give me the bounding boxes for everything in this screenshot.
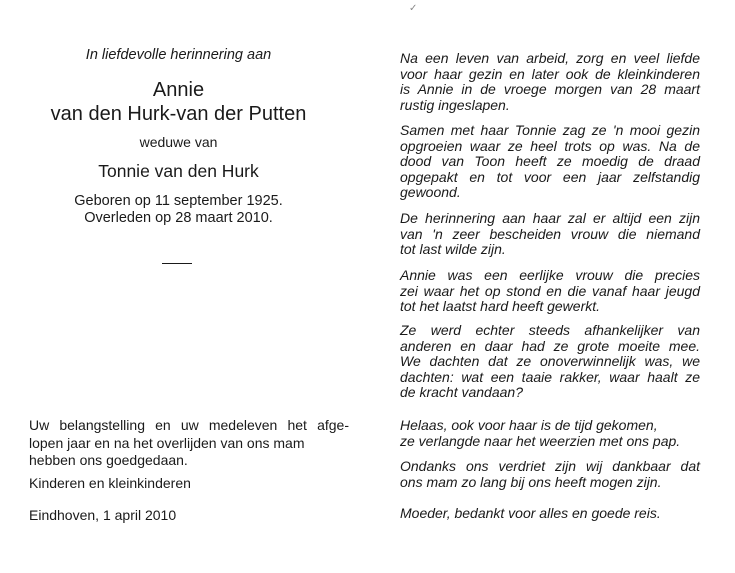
poem-line: tot last wilde zijn.: [400, 241, 506, 258]
widow-of-label: weduwe van: [139, 134, 218, 150]
thanks-line: lopen jaar en na het overlijden van ons mam: [29, 434, 305, 451]
left-panel: [0, 0, 360, 573]
poem-line: Annie was een eerlijke vrouw die precies: [400, 267, 700, 283]
place-date: Eindhoven, 1 april 2010: [29, 507, 177, 523]
poem-line: dachten: wat een taaie rakker, waar haalt ze: [400, 368, 700, 385]
poem-line: De herinnering aan haar zal er altijd een zijn: [400, 210, 700, 226]
poem-line: voor haar gezin en later ook de kleinkinderen: [400, 65, 700, 82]
thanks-line: Uw belangstelling en uw medeleven het afge-: [29, 417, 349, 433]
poem-line: dood van Toon heeft ze moedig de draad: [400, 153, 700, 170]
poem-line: Ondanks ons verdriet zijn wij dankbaar dat: [400, 458, 700, 474]
first-name: Annie: [152, 79, 205, 101]
poem-paragraph: [400, 123, 700, 201]
poem-line: Helaas, ook voor haar is de tijd gekomen,: [400, 417, 658, 433]
poem-line: Moeder, bedankt voor alles en goede reis.: [400, 505, 661, 521]
poem-line: gewoond.: [400, 184, 461, 201]
poem-line: de kracht vandaan?: [400, 384, 523, 401]
poem-line: ons mam zo lang bij ons heeft mogen zijn.: [400, 473, 662, 490]
divider-line: [162, 263, 192, 264]
right-panel: [400, 0, 700, 573]
intro-line: In liefdevolle herinnering aan: [85, 47, 272, 63]
poem-line: ze verlangde naar het weerzien met ons pap.: [400, 432, 681, 449]
poem-line: tot het laatst hard heeft gewerkt.: [400, 298, 601, 315]
poem-paragraph: [400, 418, 700, 449]
spouse-name: Tonnie van den Hurk: [98, 161, 259, 181]
poem-paragraph: [400, 323, 700, 401]
poem-paragraph: [400, 51, 700, 113]
poem-line: zei waar het op stond en die vanaf haar jeugd: [400, 282, 700, 299]
thanks-message: [29, 417, 349, 470]
poem-line: Na een leven van arbeid, zorg en veel liefde: [400, 50, 700, 66]
poem-line: is Annie in de vroege morgen van 28 maart: [400, 81, 700, 98]
poem-line: van 'n zeer bescheiden vrouw die niemand: [400, 225, 700, 242]
poem-line: anderen en daar had ze grote moeite mee.: [400, 337, 700, 354]
corner-check-mark: ✓: [409, 3, 418, 14]
poem-line: opgepakt en tot voor een jaar zelfstandig: [400, 168, 700, 185]
poem-line: We dachten dat ze onoverwinnelijk was, we: [400, 353, 700, 370]
poem-line: rustig ingeslapen.: [400, 96, 510, 113]
poem-paragraph: [400, 211, 700, 258]
poem-line: Ze werd echter steeds afhankelijker van: [400, 322, 700, 338]
signature: Kinderen en kleinkinderen: [29, 475, 191, 491]
birth-date: Geboren op 11 september 1925.: [74, 193, 283, 209]
poem-paragraph: [400, 506, 700, 522]
thanks-line: hebben ons goedgedaan.: [29, 452, 188, 468]
full-name: van den Hurk-van der Putten: [50, 103, 307, 125]
death-date: Overleden op 28 maart 2010.: [84, 210, 273, 226]
poem-paragraph: [400, 459, 700, 490]
poem-line: opgroeien waar ze heel trots op was. Na de: [400, 137, 700, 154]
poem-line: Samen met haar Tonnie zag ze 'n mooi gezin: [400, 122, 700, 138]
poem-paragraph: [400, 268, 700, 315]
